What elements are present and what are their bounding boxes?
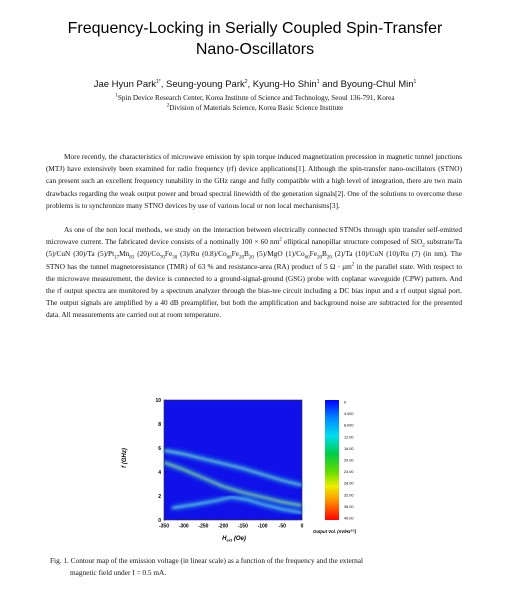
x-axis-label-unit: (Oe) [232, 536, 246, 542]
affiliation-2-mark: 2 [166, 103, 170, 109]
p2-sub-5: 70 [159, 255, 165, 261]
colorbar-tick-label: 12.00 [344, 435, 354, 440]
author-1: Jae Hyun Park [93, 79, 157, 90]
p2-sub-10: 60 [304, 255, 310, 261]
x-axis-label-main: H [222, 536, 227, 542]
x-tick-label: -350 [158, 523, 170, 530]
author-list [40, 79, 470, 90]
colorbar [325, 400, 339, 520]
p2-sub-2: 2 [422, 243, 425, 249]
p2-text-13: (2)/Ta (10)/CuN (10)/Ru (7) (in nm). The STNO has the tunnel magnetoresistance (TMR) of 63 % and resistance-area (RA) product of 5 Ω · μm [46, 249, 462, 271]
paragraph-1: More recently, the characteristics of microwave emission by spin torque induced magnetization precession in magnetic tunnel junctions (MTJ) have extensively been examined for radio frequency (rf) device applications[1]. Although the spin-transfer nano-oscillators (STNO) can present such an excellent frequency tunability in the GHz range and fully compatible with a high level of integration, there are two main drawbacks regarding the weak output power and broad spectral linewidth of the generation signals[2]. One of the solutions to overcome these problems is to synchronize many STNO devices by use of various local or non local mechanisms[3]. [46, 152, 462, 210]
caption-line-1: Fig. 1. Contour map of the emission voltage (in linear scale) as a function of the frequency and the external [50, 556, 364, 565]
p2-text-12: B [321, 249, 327, 259]
figure-caption [50, 555, 462, 578]
colorbar-tick-label: 0 [344, 400, 347, 405]
x-tick-label: -300 [178, 523, 189, 530]
x-axis-label [222, 536, 246, 543]
paragraph-2 [46, 224, 462, 322]
y-tick-label: 2 [158, 493, 161, 500]
p2-text-10: (5)/MgO (1)/Co [253, 249, 305, 259]
y-tick-label: 10 [155, 397, 161, 404]
p2-sub-8: 20 [238, 255, 244, 261]
colorbar-label [313, 529, 357, 535]
y-tick-label: 6 [158, 445, 161, 452]
x-tick-label: -50 [278, 523, 286, 530]
p2-sup-1: 2 [279, 237, 282, 243]
author-1-mark: 1* [156, 78, 161, 85]
colorbar-label-sup: 1/2 [350, 528, 355, 533]
colorbar-tick-label: 20.00 [344, 458, 354, 463]
author-4: and Byoung-Chul Min [319, 79, 414, 90]
y-axis-label: f (GHz) [122, 448, 128, 468]
p2-sub-11: 20 [316, 255, 322, 261]
p2-text-1: As one of the non local methods, we study on the interaction between electrically connected STNOs through spin transfer self-emitted microwave current. The fabricated device consists of a nominally 100 × 60 nm [46, 225, 462, 247]
x-tick-label: -100 [257, 523, 268, 530]
p2-text-3: substrate/Ta (5)/CuN (30)/Ta (5)/Pt [46, 237, 462, 259]
colorbar-tick-label: 16.00 [344, 446, 354, 451]
colorbar-label-main: Output Vol. (nV/Hz [313, 529, 351, 534]
author-2-mark: 2 [244, 78, 248, 85]
x-tick-label: -200 [218, 523, 229, 530]
affiliation-2 [40, 104, 470, 112]
affiliation-1 [40, 94, 470, 102]
author-4-mark: 1 [413, 78, 417, 85]
p2-sub-9: 20 [248, 255, 254, 261]
colorbar-ticks [344, 401, 354, 521]
p2-text-2: elliptical nanopillar structure composed of SiO [281, 237, 423, 247]
y-tick-label: 4 [158, 469, 161, 476]
author-2: , Seung-young Park [160, 79, 245, 90]
p2-sub-6: 30 [172, 255, 178, 261]
title-line-2: Nano-Oscillators [195, 41, 315, 58]
p2-sub-3: 17 [114, 255, 120, 261]
p2-sub-7: 60 [226, 255, 232, 261]
y-tick-label: 0 [158, 517, 161, 524]
title-line-1: Frequency-Locking in Serially Coupled Spin-Transfer [67, 20, 443, 37]
x-tick-label: -250 [198, 523, 209, 530]
x-tick-label: -150 [237, 523, 248, 530]
p2-text-8: Fe [231, 249, 239, 259]
p2-sub-12: 20 [326, 255, 332, 261]
colorbar-tick-label: 32.00 [344, 493, 354, 498]
x-tick-label: 0 [300, 523, 304, 530]
author-3-mark: 1 [316, 78, 320, 85]
affiliation-1-text: Spin Device Research Center, Korea Institute of Science and Technology, Seoul 136-791, Korea [117, 94, 395, 102]
colorbar-tick-label: 36.00 [344, 504, 354, 509]
p2-sup-13: 2 [351, 262, 355, 268]
caption-line-2: magnetic field under I = 0.5 mA. [70, 567, 167, 577]
contour-map-figure [120, 394, 410, 544]
colorbar-tick-label: 8.000 [344, 423, 354, 428]
y-tick-label: 8 [158, 421, 161, 428]
p2-sub-4: 83 [129, 255, 135, 261]
paper-title [40, 18, 470, 60]
x-axis-label-sub: ext [226, 537, 233, 543]
p2-text-11: Fe [309, 249, 317, 259]
colorbar-tick-label: 40.00 [344, 516, 354, 521]
colorbar-tick-label: 28.00 [344, 481, 354, 486]
affiliation-1-mark: 1 [115, 93, 118, 99]
p2-text-9: B [243, 249, 249, 259]
affiliation-2-text: Division of Materials Science, Korea Basic Science Institute [169, 104, 344, 112]
p2-text-7: (3)/Ru (0.8)/Co [177, 249, 227, 259]
colorbar-label-end: ) [354, 529, 357, 534]
p2-text-5: (20)/Co [134, 249, 160, 259]
p2-text-6: Fe [164, 249, 173, 259]
author-3: , Kyung-Ho Shin [247, 79, 317, 90]
p2-text-14: in the parallel state. With respect to the microwave measurement, the device is connected to a ground-signal-ground (GSG) probe with coplanar waveguide (CPW) pattern. And the rf output spectra are monitored by a spectrum analyzer through the bias-tee circuit including a DC bias input and a rf output signal port. The output signals are amplified by a 40 dB preamplifier, but both the amplification and background noise are subtracted for the presented data. All measurements are carried out at room temperature. [46, 261, 462, 320]
colorbar-tick-label: 4.000 [344, 412, 354, 417]
colorbar-tick-label: 24.00 [344, 470, 354, 475]
p2-text-4: Mn [119, 249, 130, 259]
